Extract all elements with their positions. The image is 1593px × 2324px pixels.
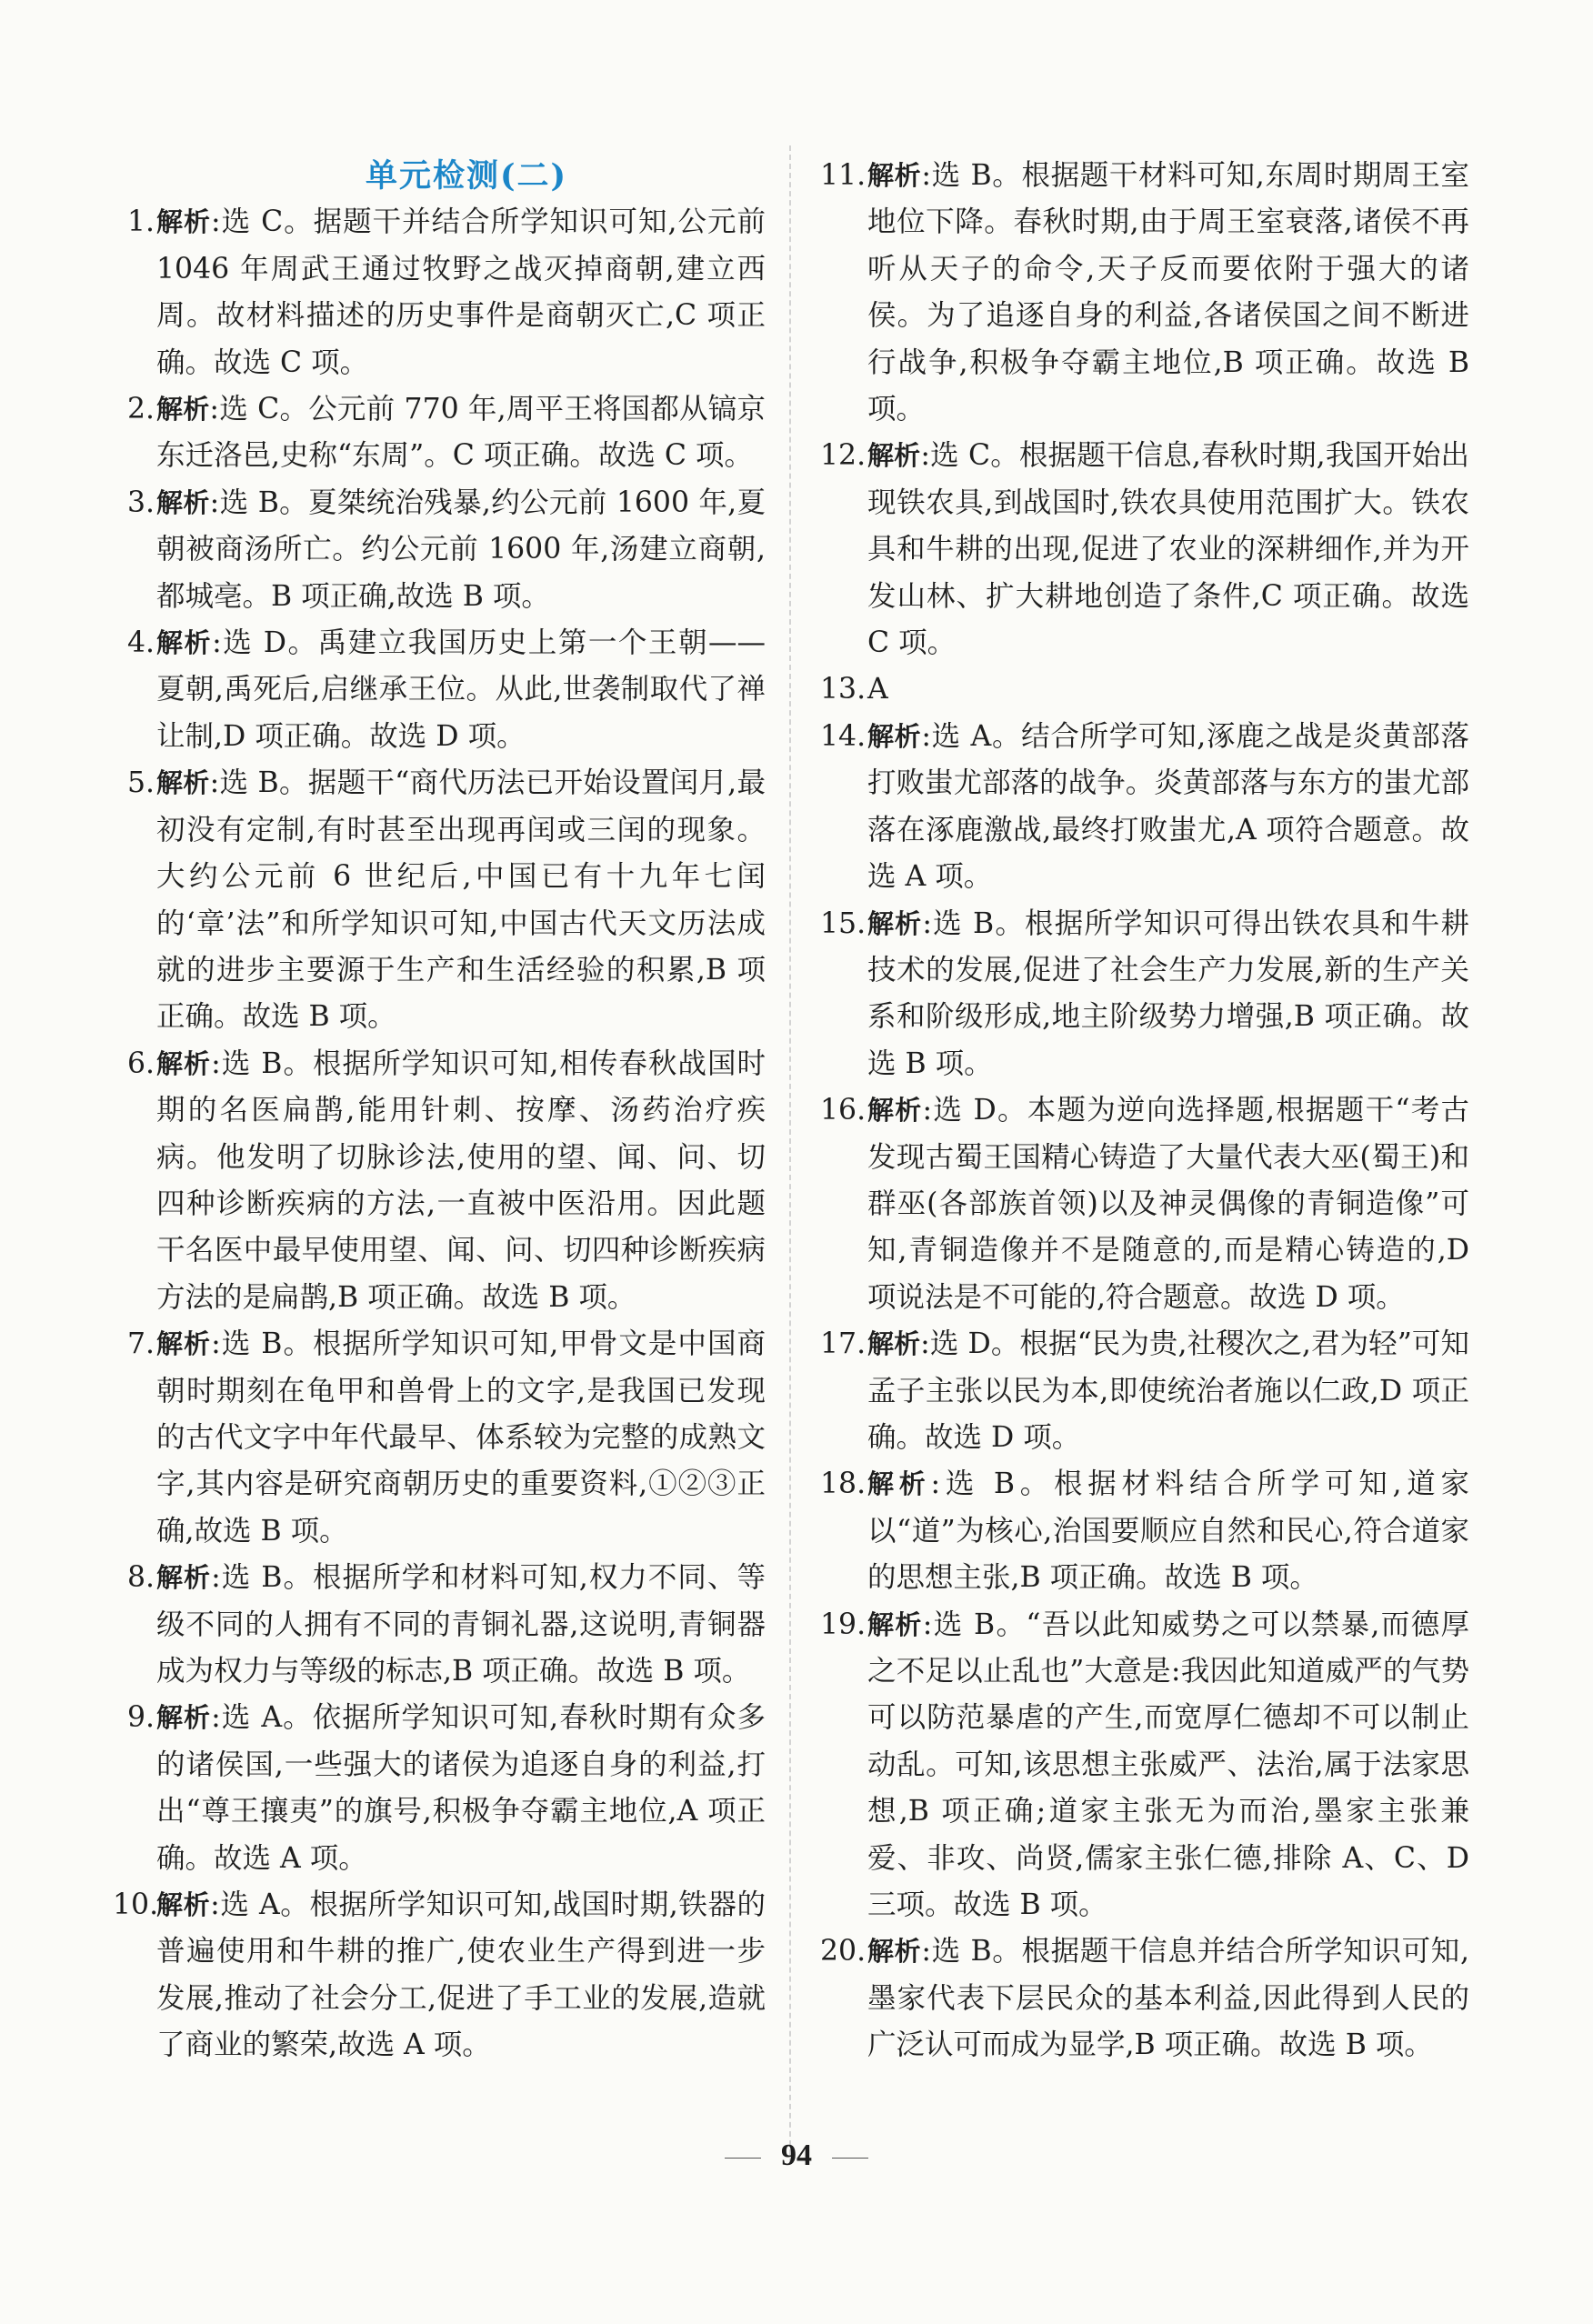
answer-item — [820, 1928, 1469, 2069]
answer-item — [820, 666, 1469, 713]
question-number: 17. — [820, 1327, 867, 1361]
analysis-label: 解析 — [867, 160, 922, 191]
answer-item — [113, 1882, 766, 2069]
question-number: 18. — [820, 1468, 867, 1501]
answer-text: :选 B。根据所学和材料可知,权力不同、等级不同的人拥有不同的青铜礼器,这说明,青铜器成为权力与等级的标志,B 项正确。故选 B 项。 — [156, 1561, 766, 1688]
analysis-label: 解析 — [156, 767, 210, 799]
question-number: 9. — [126, 1701, 155, 1735]
answer-item — [820, 1087, 1469, 1321]
answer-text: :选 C。公元前 770 年,周平王将国都从镐京东迁洛邑,史称“东周”。C 项正确。故选 C 项。 — [156, 393, 766, 473]
question-number: 1. — [126, 205, 155, 239]
answer-item — [113, 1695, 766, 1882]
question-number: 12. — [820, 439, 867, 473]
question-number: 7. — [126, 1327, 155, 1361]
analysis-label: 解析 — [156, 1047, 212, 1079]
answer-list-right — [820, 153, 1469, 2069]
answer-text: :选 B。根据所学知识可知,相传春秋战国时期的名医扁鹊,能用针刺、按摩、汤药治疗疾病。他发明了切脉诊法,使用的望、闻、问、切四种诊断疾病的方法,一直被中医沿用。因此题干名医中最早使用望、闻、问、切四种诊断疾病方法的是扁鹊,B 项正确。故选 B 项。 — [156, 1047, 766, 1314]
answer-item — [113, 199, 766, 386]
answer-text: :选 B。根据材料结合所学可知,道家以“道”为核心,治国要顺应自然和民心,符合道家的思想主张,B 项正确。故选 B 项。 — [867, 1468, 1469, 1595]
question-number: 16. — [820, 1094, 867, 1127]
answer-list-left — [113, 199, 766, 2069]
answer-text: :选 A。结合所学可知,涿鹿之战是炎黄部落打败蚩尤部落的战争。炎黄部落与东方的蚩尤部落在涿鹿激战,最终打败蚩尤,A 项符合题意。故选 A 项。 — [867, 719, 1469, 894]
answer-text: :选 C。据题干并结合所学知识可知,公元前 1046 年周武王通过牧野之战灭掉商朝,建立西周。故材料描述的历史事件是商朝灭亡,C 项正确。故选 C 项。 — [156, 205, 766, 379]
footer-dash-left — [725, 2158, 761, 2159]
question-number: 15. — [820, 907, 867, 940]
analysis-label: 解析 — [156, 1328, 212, 1360]
analysis-label: 解析 — [156, 1889, 211, 1921]
page-footer — [0, 2139, 1593, 2173]
answer-text: :选 B。夏桀统治残暴,约公元前 1600 年,夏朝被商汤所亡。约公元前 1600 年,汤建立商朝,都城亳。B 项正确,故选 B 项。 — [156, 486, 766, 613]
answer-text: :选 D。本题为逆向选择题,根据题干“考古发现古蜀王国精心铸造了大量代表大巫(蜀王)和群巫(各部族首领)以及神灵偶像的青铜造像”可知,青铜造像并不是随意的,而是精心铸造的,D 项说法是不可能的,符合题意。故选 D 项。 — [867, 1094, 1469, 1314]
section-title: 单元检测(二) — [365, 157, 568, 195]
analysis-label: 解析 — [156, 206, 211, 238]
answer-text: :选 B。根据题干信息并结合所学知识可知,墨家代表下层民众的基本利益,因此得到人民的广泛认可而成为显学,B 项正确。故选 B 项。 — [867, 1935, 1469, 2062]
right-column — [820, 153, 1469, 2069]
answer-item — [820, 433, 1469, 666]
footer-dash-right — [832, 2158, 868, 2159]
answer-text: :选 B。根据所学知识可得出铁农具和牛耕技术的发展,促进了社会生产力发展,新的生产关系和阶级形成,地主阶级势力增强,B 项正确。故选 B 项。 — [867, 907, 1469, 1080]
answer-text: :选 B。“吾以此知威势之可以禁暴,而德厚之不足以止乱也”大意是:我因此知道威严的气势可以防范暴虐的产生,而宽厚仁德却不可以制止动乱。可知,该思想主张威严、法治,属于法家思想,B 项正确;道家主张无为而治,墨家主张兼爱、非攻、尚贤,儒家主张仁德,排除 A、C、D 三项。故选 B 项。 — [867, 1608, 1469, 1922]
question-number: 20. — [820, 1935, 867, 1968]
answer-item — [820, 1602, 1469, 1929]
page-number: 94 — [781, 2139, 812, 2172]
analysis-label: 解析 — [867, 1468, 931, 1500]
answer-item — [820, 153, 1469, 433]
answer-item — [113, 1041, 766, 1321]
analysis-label: 解析 — [867, 1328, 921, 1360]
question-number: 4. — [126, 626, 155, 660]
analysis-label: 解析 — [156, 1702, 212, 1734]
answer-text: :选 B。根据所学知识可知,甲骨文是中国商朝时期刻在龟甲和兽骨上的文字,是我国已发现的古代文字中年代最早、体系较为完整的成熟文字,其内容是研究商朝历史的重要资料,①②③正确,故选 B 项。 — [156, 1327, 766, 1548]
column-divider — [789, 145, 791, 2164]
analysis-label: 解析 — [156, 486, 210, 518]
answer-item — [820, 1461, 1469, 1601]
question-number: 14. — [820, 719, 867, 753]
answer-text: :选 D。禹建立我国历史上第一个王朝——夏朝,禹死后,启继承王位。从此,世袭制取代了禅让制,D 项正确。故选 D 项。 — [156, 626, 766, 753]
left-column — [113, 153, 766, 2069]
question-number: 6. — [126, 1047, 155, 1080]
analysis-label: 解析 — [867, 720, 922, 752]
question-number: 5. — [126, 766, 155, 800]
analysis-label: 解析 — [867, 1608, 923, 1640]
analysis-label: 解析 — [867, 1936, 922, 1968]
analysis-label: 解析 — [867, 440, 921, 472]
question-number: 13. — [820, 673, 867, 706]
answer-item — [820, 901, 1469, 1088]
question-number: 8. — [126, 1561, 155, 1595]
analysis-label: 解析 — [156, 627, 213, 659]
question-number: 11. — [820, 159, 867, 192]
answer-text: :选 B。根据题干材料可知,东周时期周王室地位下降。春秋时期,由于周王室衰落,诸侯不再听从天子的命令,天子反而要依附于强大的诸侯。为了追逐自身的利益,各诸侯国之间不断进行战争,积极争夺霸主地位,B 项正确。故选 B 项。 — [867, 159, 1469, 426]
analysis-label: 解析 — [156, 394, 210, 426]
answer-text: :选 B。据题干“商代历法已开始设置闰月,最初没有定制,有时甚至出现再闰或三闰的现象。大约公元前 6 世纪后,中国已有十九年七闰的‘章’法”和所学知识可知,中国古代天文历法成就的进步主要源于生产和生活经验的积累,B 项正确。故选 B 项。 — [156, 766, 766, 1034]
answer-item — [113, 620, 766, 760]
question-number: 2. — [126, 393, 155, 426]
analysis-label: 解析 — [867, 1095, 923, 1127]
question-number: 19. — [820, 1608, 867, 1641]
question-number: 3. — [126, 486, 155, 519]
answer-text: :选 D。根据“民为贵,社稷次之,君为轻”可知孟子主张以民为本,即使统治者施以仁政,D 项正确。故选 D 项。 — [867, 1327, 1469, 1454]
analysis-label: 解析 — [867, 907, 923, 939]
answer-item — [820, 1321, 1469, 1461]
analysis-label: 解析 — [156, 1562, 212, 1594]
answer-text: :选 A。根据所学知识可知,战国时期,铁器的普遍使用和牛耕的推广,使农业生产得到进一步发展,推动了社会分工,促进了手工业的发展,造就了商业的繁荣,故选 A 项。 — [156, 1888, 766, 2062]
answer-item — [113, 386, 766, 480]
answer-item — [113, 480, 766, 620]
answer-text: :选 C。根据题干信息,春秋时期,我国开始出现铁农具,到战国时,铁农具使用范围扩大。铁农具和牛耕的出现,促进了农业的深耕细作,并为开发山林、扩大耕地创造了条件,C 项正确。故选 C 项。 — [867, 439, 1469, 660]
answer-text: :选 A。依据所学知识可知,春秋时期有众多的诸侯国,一些强大的诸侯为追逐自身的利益,打出“尊王攘夷”的旗号,积极争夺霸主地位,A 项正确。故选 A 项。 — [156, 1701, 766, 1875]
answer-item — [113, 1321, 766, 1555]
answer-item — [113, 1555, 766, 1695]
answer-item — [113, 760, 766, 1040]
answer-item — [820, 714, 1469, 901]
answer-text: A — [867, 673, 888, 706]
question-number: 10. — [113, 1888, 159, 1922]
